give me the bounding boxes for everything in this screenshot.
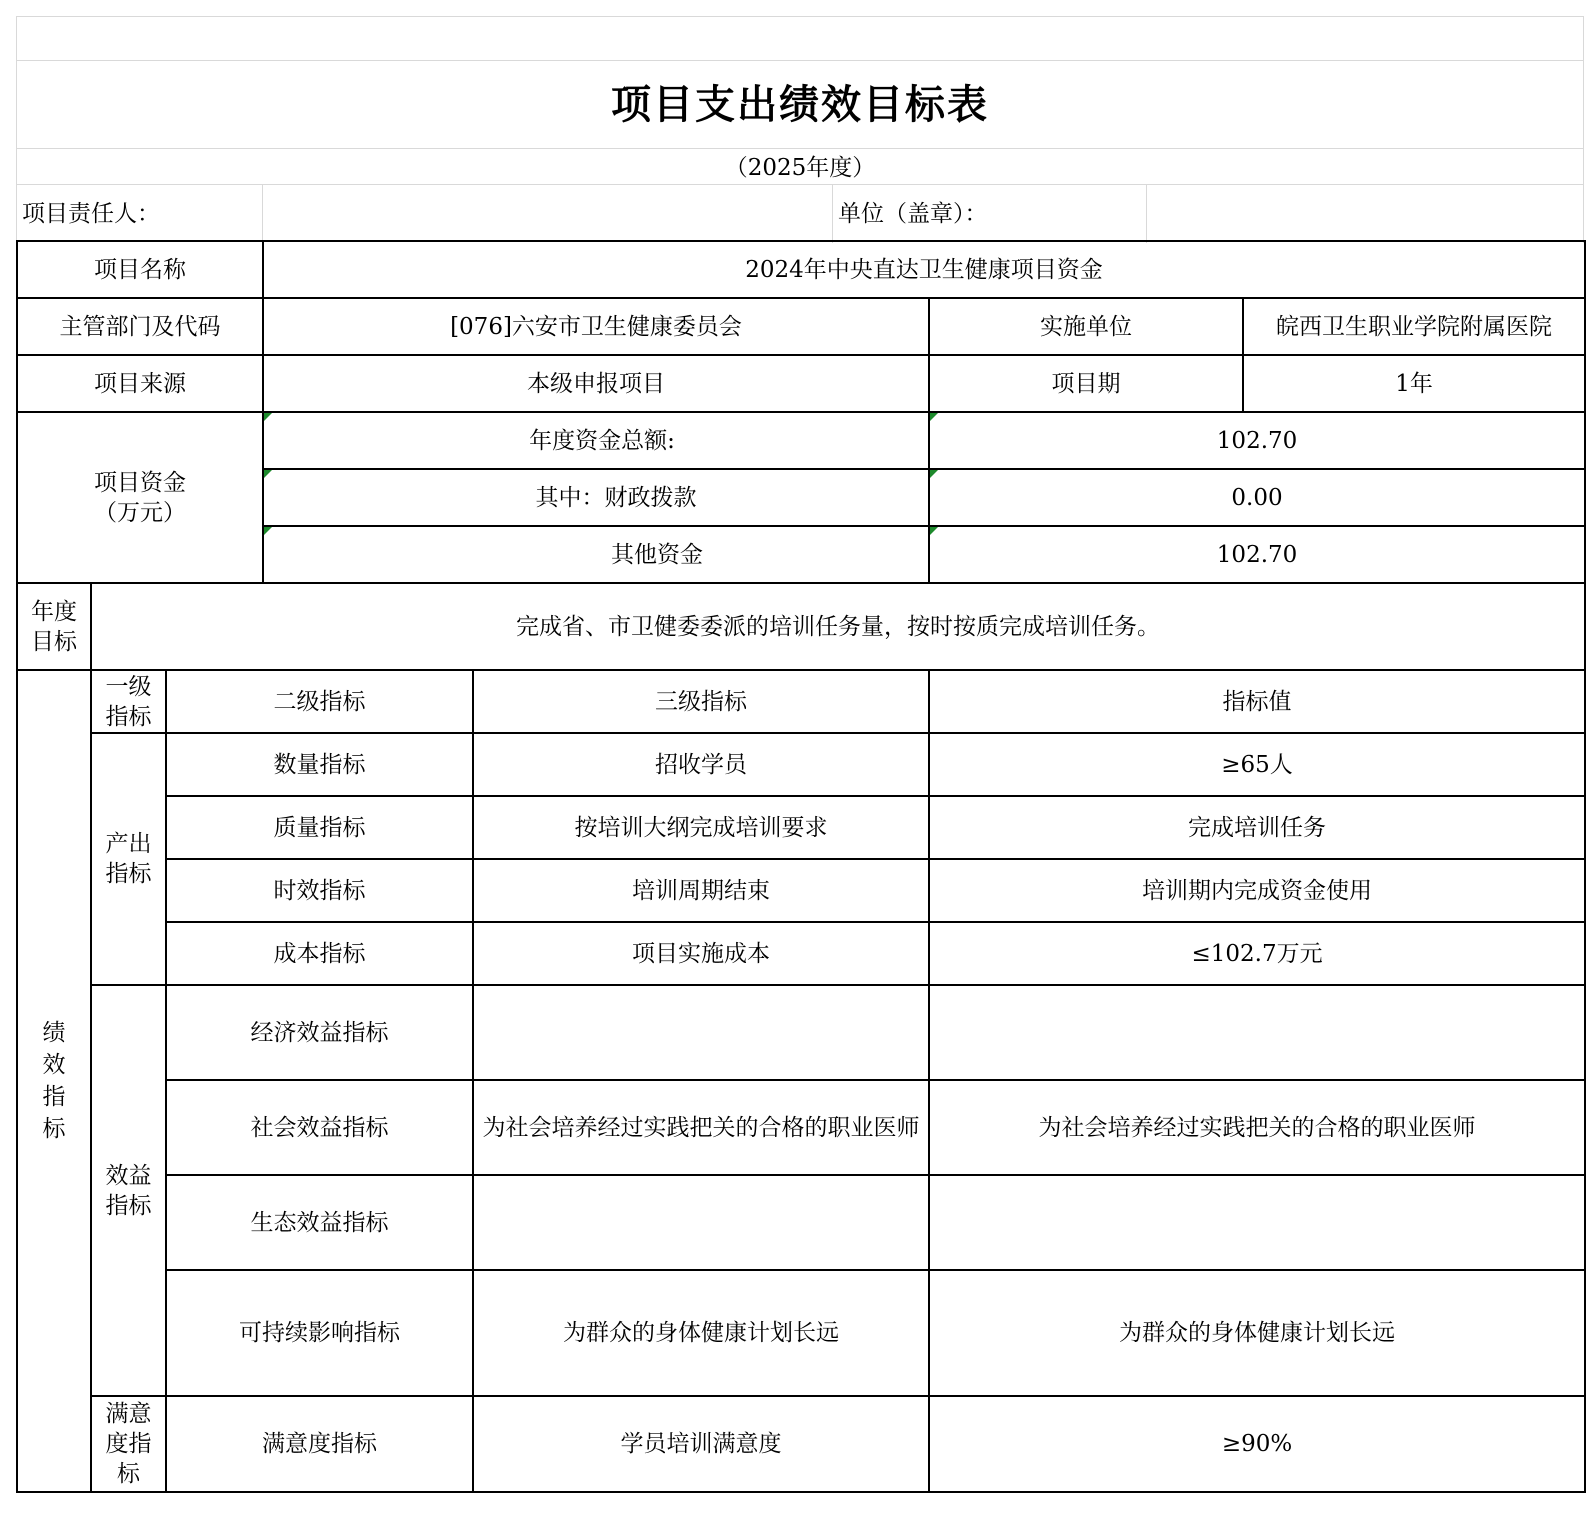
department-label: 主管部门及代码 <box>17 298 263 355</box>
level2-cell: 数量指标 <box>166 733 473 796</box>
funds-total-label: 年度资金总额: <box>263 412 929 469</box>
level3-cell: 为群众的身体健康计划长远 <box>473 1270 929 1396</box>
project-name-label: 项目名称 <box>17 241 263 298</box>
table-row <box>17 796 1585 859</box>
department-value: [076]六安市卫生健康委员会 <box>263 298 929 355</box>
output-label-line1: 产出 <box>105 831 152 857</box>
project-source-label: 项目来源 <box>17 355 263 412</box>
satisfaction-label-line2: 度指 <box>105 1431 152 1457</box>
table-row <box>17 733 1585 796</box>
funds-fiscal-value: 0.00 <box>929 469 1585 526</box>
annual-goal-row <box>17 583 1585 670</box>
indicators-char-2: 效 <box>42 1052 66 1078</box>
project-funds-label <box>17 412 263 583</box>
satisfaction-label-line1: 满意 <box>105 1401 152 1427</box>
level1-header <box>91 670 166 733</box>
project-name-value: 2024年中央直达卫生健康项目资金 <box>263 241 1585 298</box>
table-row <box>17 859 1585 922</box>
annual-goal-label-line1: 年度 <box>31 598 77 625</box>
table-row <box>17 1270 1585 1396</box>
table-row <box>17 1396 1585 1492</box>
gridline <box>1146 184 1147 243</box>
satisfaction-indicators-label <box>91 1396 166 1492</box>
level1-header-line1: 一级 <box>105 673 152 700</box>
level2-cell: 质量指标 <box>166 796 473 859</box>
table-row <box>17 922 1585 985</box>
fiscal-year: （2025年度） <box>724 155 876 181</box>
unit-seal-value <box>1150 186 1570 243</box>
annual-goal-text: 完成省、市卫健委委派的培训任务量，按时按质完成培训任务。 <box>91 583 1585 670</box>
performance-indicators-label <box>17 670 91 1492</box>
level3-cell <box>473 985 929 1080</box>
funds-other-label: 其他资金 <box>263 526 929 583</box>
project-name-row <box>17 241 1585 298</box>
benefit-label-line1: 效益 <box>105 1162 152 1189</box>
indicator-value-cell: ≤102.7万元 <box>929 922 1585 985</box>
indicator-value-cell <box>929 1175 1585 1270</box>
responsible-person-value <box>266 186 826 243</box>
level2-header: 二级指标 <box>166 670 473 733</box>
funds-label-line1: 项目资金 <box>94 469 186 496</box>
level3-cell <box>473 1175 929 1270</box>
level3-header: 三级指标 <box>473 670 929 733</box>
responsible-person-label: 项目责任人： <box>22 201 160 227</box>
department-row <box>17 298 1585 355</box>
implementing-unit-value: 皖西卫生职业学院附属医院 <box>1243 298 1585 355</box>
level3-cell: 为社会培养经过实践把关的合格的职业医师 <box>473 1080 929 1175</box>
level2-cell: 可持续影响指标 <box>166 1270 473 1396</box>
level3-cell: 培训周期结束 <box>473 859 929 922</box>
level2-cell: 经济效益指标 <box>166 985 473 1080</box>
benefit-label-line2: 指标 <box>105 1192 152 1219</box>
level3-cell: 学员培训满意度 <box>473 1396 929 1492</box>
gridline <box>16 16 1584 17</box>
funds-label-line2: （万元） <box>94 499 186 526</box>
indicator-value-cell: 培训期内完成资金使用 <box>929 859 1585 922</box>
indicator-value-cell <box>929 985 1585 1080</box>
performance-table <box>16 240 1586 1493</box>
table-row <box>17 1080 1585 1175</box>
output-label-line2: 指标 <box>105 861 152 887</box>
level2-cell: 满意度指标 <box>166 1396 473 1492</box>
funds-total-row <box>17 412 1585 469</box>
annual-goal-label <box>17 583 91 670</box>
level2-cell: 成本指标 <box>166 922 473 985</box>
table-row <box>17 985 1585 1080</box>
funds-fiscal-label: 其中：财政拨款 <box>263 469 929 526</box>
funds-total-value: 102.70 <box>929 412 1585 469</box>
satisfaction-label-line3: 标 <box>117 1461 140 1487</box>
indicator-value-cell: 为社会培养经过实践把关的合格的职业医师 <box>929 1080 1585 1175</box>
indicators-char-4: 标 <box>42 1116 66 1142</box>
indicator-value-cell: 为群众的身体健康计划长远 <box>929 1270 1585 1396</box>
funds-other-value: 102.70 <box>929 526 1585 583</box>
annual-goal-label-line2: 目标 <box>31 628 77 655</box>
level2-cell: 社会效益指标 <box>166 1080 473 1175</box>
level2-cell: 生态效益指标 <box>166 1175 473 1270</box>
indicators-char-3: 指 <box>42 1084 66 1110</box>
benefit-indicators-label <box>91 985 166 1396</box>
level3-cell: 按培训大纲完成培训要求 <box>473 796 929 859</box>
gridline <box>832 184 833 243</box>
indicator-value-cell: 完成培训任务 <box>929 796 1585 859</box>
indicator-value-cell: ≥90% <box>929 1396 1585 1492</box>
page-title: 项目支出绩效目标表 <box>611 81 989 128</box>
table-row <box>17 1175 1585 1270</box>
indicators-char-1: 绩 <box>42 1020 66 1046</box>
level1-header-line2: 指标 <box>105 703 152 730</box>
unit-seal-label: 单位（盖章）： <box>838 201 988 227</box>
indicator-header-row <box>17 670 1585 733</box>
implementing-unit-label: 实施单位 <box>929 298 1243 355</box>
source-row <box>17 355 1585 412</box>
gridline <box>262 184 263 243</box>
indicator-value-header: 指标值 <box>929 670 1585 733</box>
level3-cell: 项目实施成本 <box>473 922 929 985</box>
project-period-label: 项目期 <box>929 355 1243 412</box>
level2-cell: 时效指标 <box>166 859 473 922</box>
project-period-value: 1年 <box>1243 355 1585 412</box>
output-indicators-label <box>91 733 166 985</box>
level3-cell: 招收学员 <box>473 733 929 796</box>
indicator-value-cell: ≥65人 <box>929 733 1585 796</box>
project-source-value: 本级申报项目 <box>263 355 929 412</box>
